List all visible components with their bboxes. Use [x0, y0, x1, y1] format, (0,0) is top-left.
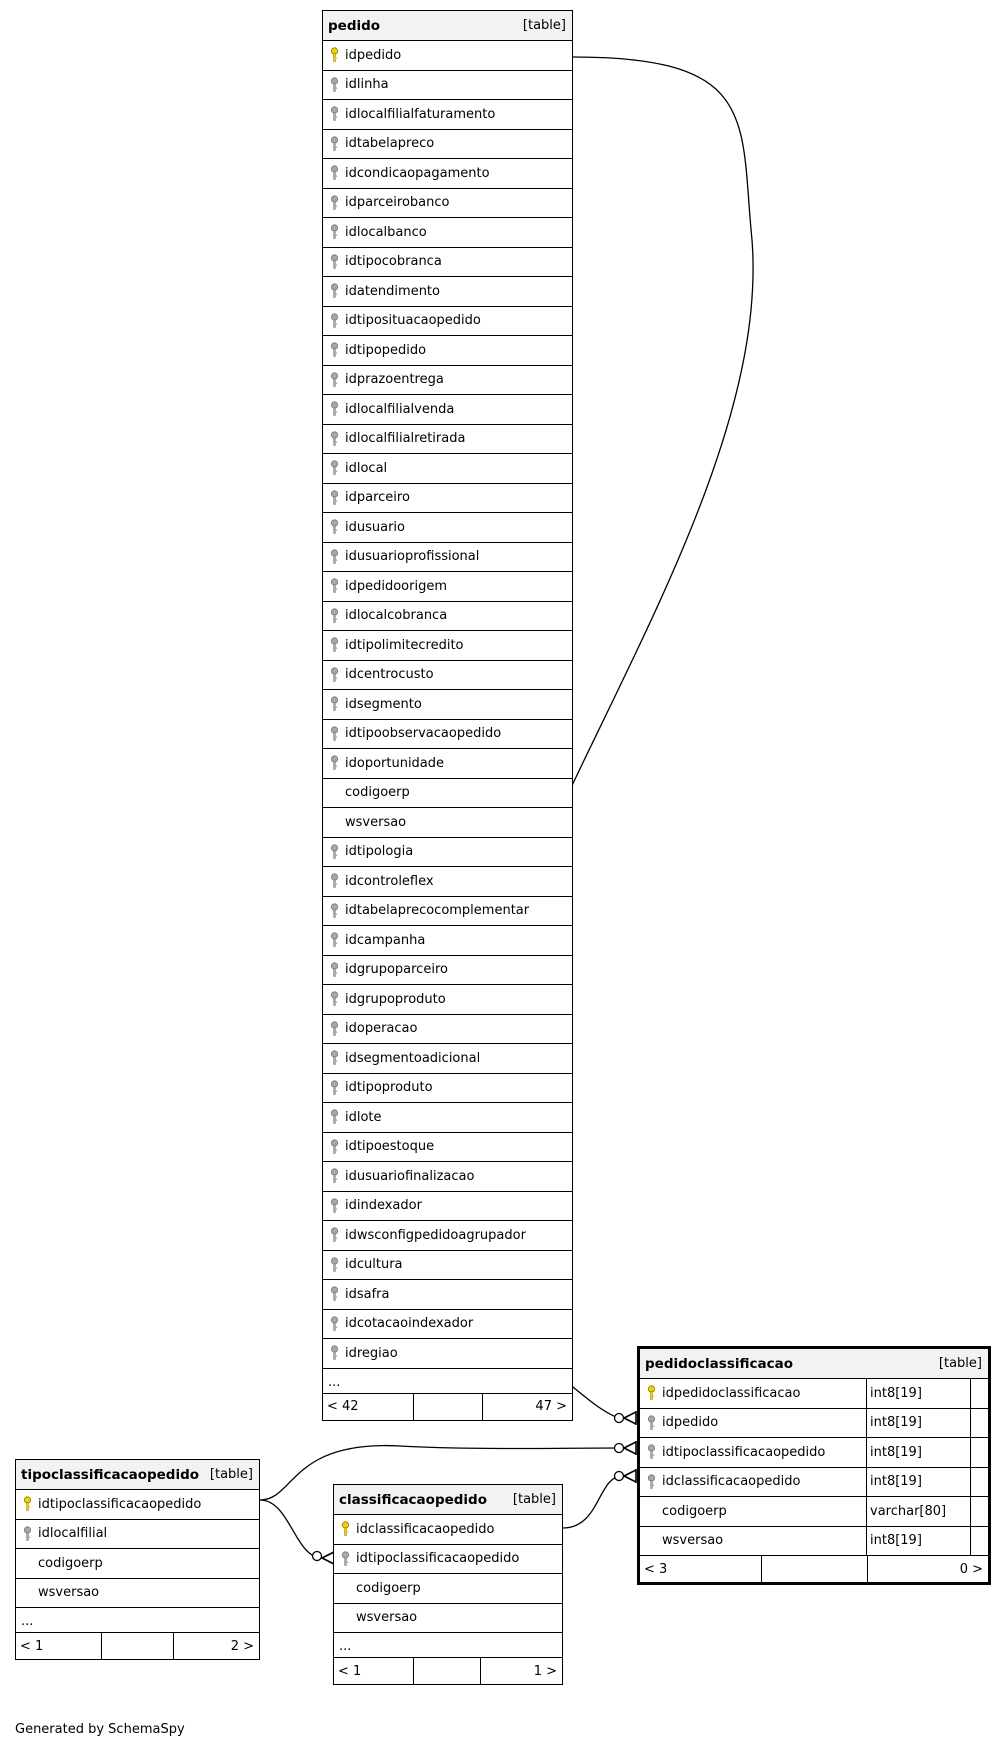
- footer-spacer: [102, 1633, 174, 1659]
- column-row[interactable]: [323, 1133, 572, 1163]
- column-name: idcampanha: [345, 932, 426, 948]
- column-name: idsegmento: [345, 696, 422, 712]
- column-name: codigoerp: [356, 1580, 421, 1596]
- column-name: idtipopedido: [345, 342, 427, 358]
- column-name: idcultura: [345, 1257, 403, 1273]
- column-type: int8[19]: [866, 1527, 970, 1556]
- column-name: idtiposituacaopedido: [345, 313, 481, 329]
- column-type: int8[19]: [866, 1468, 970, 1497]
- optional-marker: [615, 1444, 624, 1453]
- column-row[interactable]: [640, 1379, 988, 1409]
- column-name: idpedido: [345, 47, 402, 63]
- foreign-key-icon: [323, 637, 345, 653]
- column-row[interactable]: [334, 1574, 562, 1604]
- foreign-key-icon: [323, 962, 345, 978]
- table-type-label: [table]: [938, 1356, 982, 1371]
- column-row[interactable]: [323, 1162, 572, 1192]
- foreign-key-icon: [323, 519, 345, 535]
- column-name: idtipoobservacaopedido: [345, 726, 502, 742]
- column-name: idpedido: [662, 1415, 719, 1431]
- column-row[interactable]: [640, 1438, 988, 1468]
- column-name: idparceirobanco: [345, 195, 450, 211]
- column-name: idlocalbanco: [345, 224, 427, 240]
- column-name: idcontroleflex: [345, 873, 434, 889]
- table-footer: [640, 1556, 988, 1582]
- column-row[interactable]: [323, 336, 572, 366]
- parents-count[interactable]: < 1: [334, 1658, 414, 1684]
- table-pedidoclassificacao[interactable]: [637, 1346, 991, 1585]
- foreign-key-icon: [323, 1286, 345, 1302]
- optional-marker: [615, 1472, 624, 1481]
- column-row[interactable]: [323, 572, 572, 602]
- parents-count[interactable]: < 1: [16, 1633, 102, 1659]
- primary-key-icon: [640, 1385, 662, 1401]
- column-row[interactable]: [323, 926, 572, 956]
- more-columns-ellipsis: ...: [334, 1633, 562, 1658]
- foreign-key-icon: [323, 696, 345, 712]
- table-header: [16, 1460, 259, 1490]
- column-name: idcotacaoindexador: [345, 1316, 474, 1332]
- foreign-key-icon: [323, 608, 345, 624]
- table-header: [323, 11, 572, 41]
- foreign-key-icon: [323, 106, 345, 122]
- foreign-key-icon: [323, 1168, 345, 1184]
- column-row[interactable]: [323, 661, 572, 691]
- foreign-key-icon: [323, 755, 345, 771]
- children-count[interactable]: 0 >: [959, 1561, 983, 1577]
- column-row[interactable]: [323, 838, 572, 868]
- column-name: wsversao: [356, 1610, 418, 1626]
- column-row[interactable]: [323, 100, 572, 130]
- column-spare-cell: [970, 1527, 988, 1556]
- column-name: idlocalfilialvenda: [345, 401, 455, 417]
- column-spare-cell: [970, 1468, 988, 1497]
- column-row[interactable]: [323, 690, 572, 720]
- table-name: pedido: [328, 17, 381, 34]
- table-name: tipoclassificacaopedido: [21, 1466, 200, 1483]
- foreign-key-icon: [323, 224, 345, 240]
- column-row[interactable]: [323, 1310, 572, 1340]
- column-name: idsafra: [345, 1286, 390, 1302]
- column-row[interactable]: [323, 897, 572, 927]
- foreign-key-icon: [323, 372, 345, 388]
- foreign-key-icon: [323, 254, 345, 270]
- footer-spacer: [762, 1556, 868, 1582]
- column-name: idlote: [345, 1109, 382, 1125]
- column-row[interactable]: [323, 454, 572, 484]
- column-row[interactable]: [323, 1339, 572, 1369]
- column-row[interactable]: [334, 1545, 562, 1575]
- foreign-key-icon: [323, 1227, 345, 1243]
- column-row[interactable]: [323, 1221, 572, 1251]
- column-name: idparceiro: [345, 490, 410, 506]
- column-row[interactable]: [323, 808, 572, 838]
- column-row[interactable]: [323, 248, 572, 278]
- foreign-key-icon: [323, 1316, 345, 1332]
- column-row[interactable]: [323, 189, 572, 219]
- table-footer: [16, 1633, 259, 1659]
- column-name: wsversao: [38, 1585, 100, 1601]
- column-row[interactable]: [323, 720, 572, 750]
- column-row[interactable]: [323, 543, 572, 573]
- table-pedido[interactable]: [322, 10, 573, 1421]
- optional-marker: [313, 1552, 322, 1561]
- foreign-key-icon: [323, 342, 345, 358]
- foreign-key-icon: [323, 165, 345, 181]
- foreign-key-icon: [323, 667, 345, 683]
- parents-count[interactable]: < 3: [640, 1556, 762, 1582]
- link-classificacaopedido-pedidoclassificacao: [563, 1476, 622, 1528]
- column-row[interactable]: [323, 985, 572, 1015]
- column-name: wsversao: [345, 814, 407, 830]
- column-name: idgrupoparceiro: [345, 962, 448, 978]
- column-list: [323, 41, 572, 1369]
- foreign-key-icon: [323, 313, 345, 329]
- column-name: idsegmentoadicional: [345, 1050, 481, 1066]
- table-name: pedidoclassificacao: [645, 1355, 793, 1372]
- column-row[interactable]: [323, 395, 572, 425]
- column-name: codigoerp: [38, 1555, 103, 1571]
- many-marker: [624, 1411, 636, 1425]
- column-row[interactable]: [323, 1251, 572, 1281]
- column-name: idtabelapreco: [345, 136, 435, 152]
- column-name: idcondicaopagamento: [345, 165, 490, 181]
- foreign-key-icon: [323, 991, 345, 1007]
- foreign-key-icon: [323, 77, 345, 93]
- column-row[interactable]: [323, 1103, 572, 1133]
- column-row[interactable]: [323, 602, 572, 632]
- foreign-key-icon: [323, 401, 345, 417]
- foreign-key-icon: [323, 1198, 345, 1214]
- many-marker: [624, 1469, 636, 1483]
- foreign-key-icon: [323, 1021, 345, 1037]
- column-list: [16, 1490, 259, 1608]
- primary-key-icon: [16, 1496, 38, 1512]
- column-type: varchar[80]: [866, 1497, 970, 1526]
- column-list: [334, 1515, 562, 1633]
- column-row[interactable]: [16, 1520, 259, 1550]
- foreign-key-icon: [323, 578, 345, 594]
- column-row[interactable]: [323, 71, 572, 101]
- table-header: [334, 1485, 562, 1515]
- column-row[interactable]: [640, 1468, 988, 1498]
- many-marker: [624, 1441, 636, 1455]
- column-name: idtipoestoque: [345, 1139, 435, 1155]
- foreign-key-icon: [334, 1551, 356, 1567]
- column-row[interactable]: [16, 1549, 259, 1579]
- column-row[interactable]: [323, 1044, 572, 1074]
- table-type-label: [table]: [512, 1492, 556, 1507]
- column-name: idoperacao: [345, 1021, 418, 1037]
- column-row[interactable]: [323, 277, 572, 307]
- more-columns-ellipsis: ...: [323, 1369, 572, 1394]
- children-count[interactable]: 2 >: [230, 1638, 254, 1654]
- table-footer: [334, 1658, 562, 1684]
- column-row[interactable]: [323, 956, 572, 986]
- foreign-key-icon: [323, 1109, 345, 1125]
- column-spare-cell: [970, 1497, 988, 1526]
- column-name: idtipoproduto: [345, 1080, 433, 1096]
- column-row[interactable]: [323, 1192, 572, 1222]
- column-name: idtabelaprecocomplementar: [345, 903, 530, 919]
- column-name: idpedidoorigem: [345, 578, 448, 594]
- foreign-key-icon: [323, 431, 345, 447]
- table-tipoclassificacaopedido[interactable]: [15, 1459, 260, 1660]
- foreign-key-icon: [323, 136, 345, 152]
- column-type: int8[19]: [866, 1409, 970, 1438]
- column-spare-cell: [970, 1409, 988, 1438]
- column-name: idcentrocusto: [345, 667, 434, 683]
- column-row[interactable]: [16, 1490, 259, 1520]
- column-row[interactable]: [323, 1280, 572, 1310]
- foreign-key-icon: [323, 549, 345, 565]
- column-name: idlinha: [345, 77, 389, 93]
- column-name: idregiao: [345, 1345, 398, 1361]
- column-row[interactable]: [334, 1515, 562, 1545]
- column-name: idatendimento: [345, 283, 440, 299]
- foreign-key-icon: [323, 726, 345, 742]
- footer-spacer: [414, 1394, 483, 1420]
- foreign-key-icon: [323, 1345, 345, 1361]
- column-row[interactable]: [323, 425, 572, 455]
- column-row[interactable]: [640, 1497, 988, 1527]
- column-name: idprazoentrega: [345, 372, 444, 388]
- column-row[interactable]: [323, 159, 572, 189]
- footer-spacer: [414, 1658, 481, 1684]
- table-type-label: [table]: [522, 18, 566, 33]
- foreign-key-icon: [323, 1257, 345, 1273]
- column-name: idtipoclassificacaopedido: [662, 1444, 826, 1460]
- parents-count[interactable]: < 42: [323, 1394, 414, 1420]
- foreign-key-icon: [323, 1080, 345, 1096]
- foreign-key-icon: [640, 1444, 662, 1460]
- column-row[interactable]: [323, 130, 572, 160]
- generated-by-credit: Generated by SchemaSpy: [15, 1722, 185, 1737]
- column-name: idclassificacaopedido: [356, 1521, 495, 1537]
- foreign-key-icon: [16, 1526, 38, 1542]
- column-row[interactable]: [323, 779, 572, 809]
- foreign-key-icon: [323, 1139, 345, 1155]
- foreign-key-icon: [323, 1050, 345, 1066]
- column-name: idusuarioprofissional: [345, 549, 480, 565]
- more-columns-ellipsis: ...: [16, 1608, 259, 1633]
- column-row[interactable]: [334, 1604, 562, 1634]
- children-count[interactable]: 47 >: [535, 1399, 567, 1414]
- foreign-key-icon: [323, 844, 345, 860]
- column-name: idtipologia: [345, 844, 414, 860]
- column-row[interactable]: [640, 1409, 988, 1439]
- children-count[interactable]: 1 >: [533, 1663, 557, 1679]
- column-name: idtipocobranca: [345, 254, 442, 270]
- column-row[interactable]: [323, 631, 572, 661]
- column-type: int8[19]: [866, 1379, 970, 1408]
- foreign-key-icon: [323, 460, 345, 476]
- column-name: idwsconfigpedidoagrupador: [345, 1227, 526, 1243]
- column-name: idlocal: [345, 460, 388, 476]
- foreign-key-icon: [323, 283, 345, 299]
- column-name: codigoerp: [345, 785, 410, 801]
- table-name: classificacaopedido: [339, 1491, 487, 1508]
- column-row[interactable]: [323, 513, 572, 543]
- column-name: idusuariofinalizacao: [345, 1168, 475, 1184]
- table-type-label: [table]: [209, 1467, 253, 1482]
- column-row[interactable]: [323, 484, 572, 514]
- column-spare-cell: [970, 1379, 988, 1408]
- column-name: idtipoclassificacaopedido: [356, 1551, 520, 1567]
- column-name: idclassificacaopedido: [662, 1474, 801, 1490]
- table-classificacaopedido[interactable]: [333, 1484, 563, 1685]
- column-name: wsversao: [662, 1533, 724, 1549]
- column-name: idtipolimitecredito: [345, 637, 464, 653]
- column-row[interactable]: [323, 1015, 572, 1045]
- column-list: [640, 1379, 988, 1556]
- table-footer: [323, 1394, 572, 1420]
- foreign-key-icon: [323, 932, 345, 948]
- foreign-key-icon: [323, 195, 345, 211]
- column-row[interactable]: [323, 366, 572, 396]
- column-name: idlocalcobranca: [345, 608, 448, 624]
- column-name: idgrupoproduto: [345, 991, 446, 1007]
- column-name: idlocalfilial: [38, 1526, 108, 1542]
- foreign-key-icon: [640, 1415, 662, 1431]
- column-row[interactable]: [323, 307, 572, 337]
- column-row[interactable]: [323, 867, 572, 897]
- column-row[interactable]: [640, 1527, 988, 1557]
- primary-key-icon: [334, 1521, 356, 1537]
- foreign-key-icon: [323, 903, 345, 919]
- column-row[interactable]: [323, 218, 572, 248]
- table-header: [640, 1349, 988, 1379]
- column-name: codigoerp: [662, 1503, 727, 1519]
- foreign-key-icon: [323, 490, 345, 506]
- column-spare-cell: [970, 1438, 988, 1467]
- column-row[interactable]: [323, 749, 572, 779]
- column-name: idtipoclassificacaopedido: [38, 1496, 202, 1512]
- column-name: idoportunidade: [345, 755, 445, 771]
- column-type: int8[19]: [866, 1438, 970, 1467]
- column-row[interactable]: [323, 1074, 572, 1104]
- column-name: idlocalfilialfaturamento: [345, 106, 496, 122]
- column-name: idusuario: [345, 519, 405, 535]
- foreign-key-icon: [640, 1474, 662, 1490]
- column-name: idpedidoclassificacao: [662, 1385, 801, 1401]
- primary-key-icon: [323, 47, 345, 63]
- optional-marker: [615, 1414, 624, 1423]
- foreign-key-icon: [323, 873, 345, 889]
- column-row[interactable]: [16, 1579, 259, 1609]
- column-row[interactable]: [323, 41, 572, 71]
- column-name: idlocalfilialretirada: [345, 431, 466, 447]
- link-tipoclassificacaopedido-classificacaopedido: [260, 1500, 322, 1558]
- column-name: idindexador: [345, 1198, 422, 1214]
